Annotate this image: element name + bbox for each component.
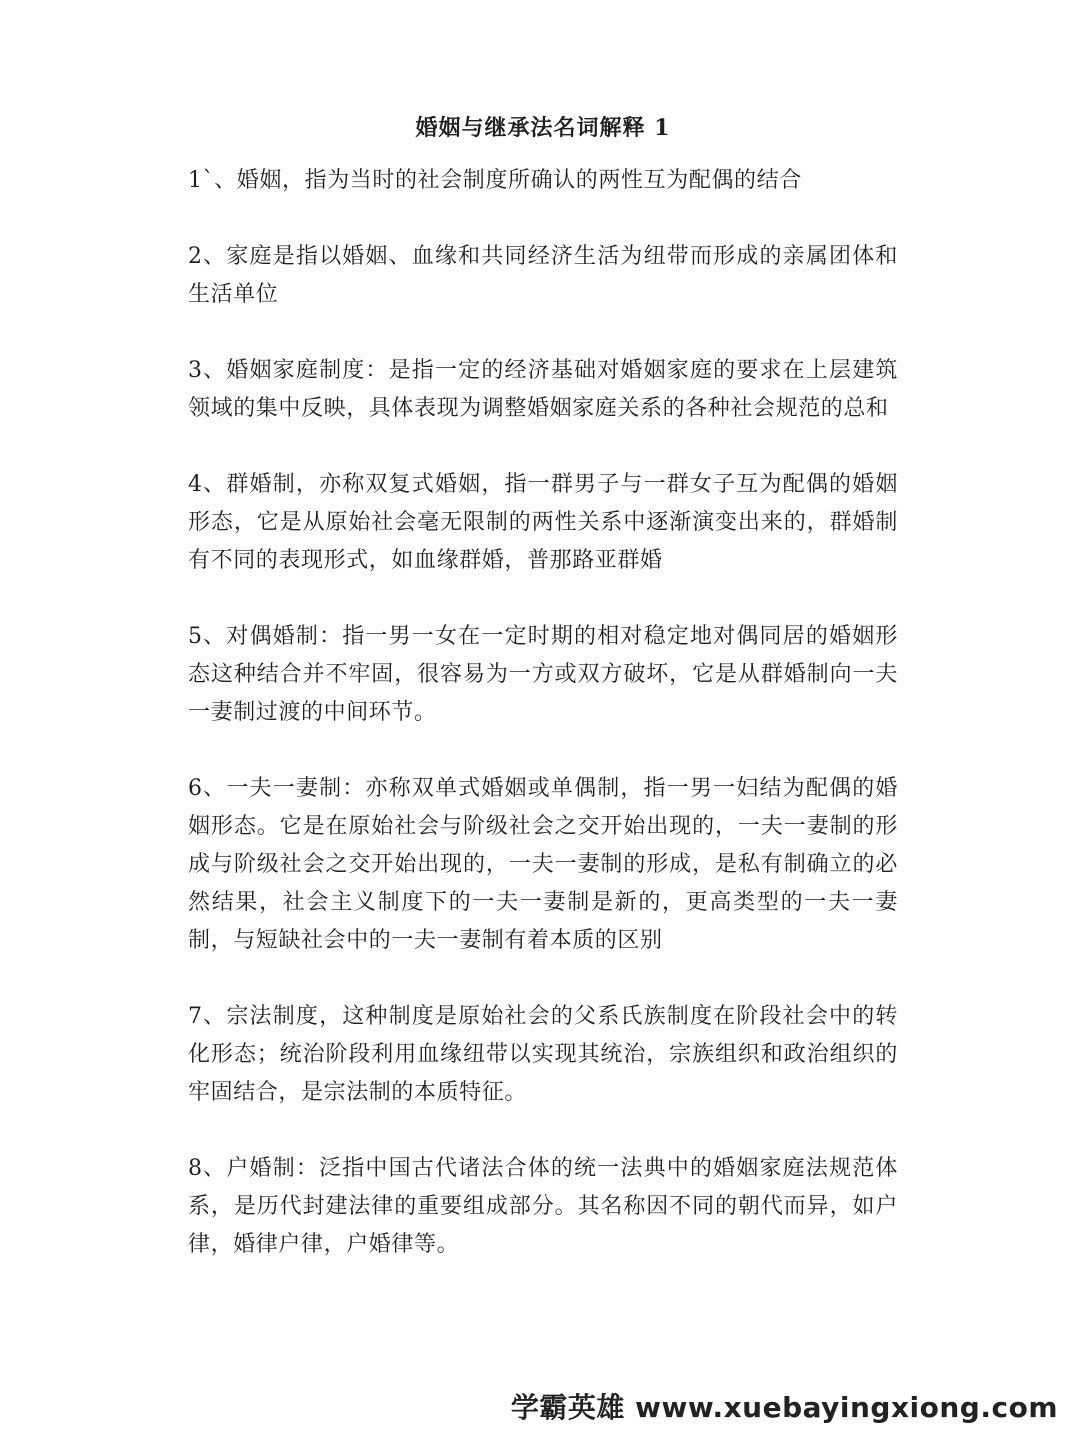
definition-entry-4: 4、群婚制，亦称双复式婚姻，指一群男子与一群女子互为配偶的婚姻形态，它是从原始社会毫无限制的两性关系中逐渐演变出来的，群婚制有不同的表现形式，如血缘群婚，普那路亚群婚: [188, 472, 898, 573]
definition-entry-5: 5、对偶婚制：指一男一女在一定时期的相对稳定地对偶同居的婚姻形态这种结合并不牢固，很容易为一方或双方破坏，它是从群婚制向一夫一妻制过渡的中间环节。: [188, 624, 898, 725]
definition-entry-6: 6、一夫一妻制：亦称双单式婚姻或单偶制，指一男一妇结为配偶的婚姻形态。它是在原始社会与阶级社会之交开始出现的，一夫一妻制的形成与阶级社会之交开始出现的，一夫一妻制的形成，是私有制确立的必然结果，社会主义制度下的一夫一妻制是新的，更高类型的一夫一妻制，与短缺社会中的一夫一妻制有着本质的区别: [188, 776, 898, 953]
definition-entry-2: 2、家庭是指以婚姻、血缘和共同经济生活为纽带而形成的亲属团体和生活单位: [188, 244, 898, 307]
definition-entry-7: 7、宗法制度，这种制度是原始社会的父系氏族制度在阶段社会中的转化形态；统治阶段利用血缘纽带以实现其统治，宗族组织和政治组织的牢固结合，是宗法制的本质特征。: [188, 1004, 898, 1105]
definition-entry-3: 3、婚姻家庭制度：是指一定的经济基础对婚姻家庭的要求在上层建筑领域的集中反映，具体表现为调整婚姻家庭关系的各种社会规范的总和: [188, 358, 898, 421]
document-title: 婚姻与继承法名词解释 1: [415, 115, 671, 141]
site-watermark: 学霸英雄 www.xuebayingxiong.com: [510, 1391, 1058, 1424]
definition-entry-1: 1`、婚姻，指为当时的社会制度所确认的两性互为配偶的结合: [188, 168, 802, 193]
definition-entry-8: 8、户婚制：泛指中国古代诸法合体的统一法典中的婚姻家庭法规范体系，是历代封建法律的重要组成部分。其名称因不同的朝代而异，如户律，婚律户律，户婚律等。: [188, 1156, 898, 1257]
